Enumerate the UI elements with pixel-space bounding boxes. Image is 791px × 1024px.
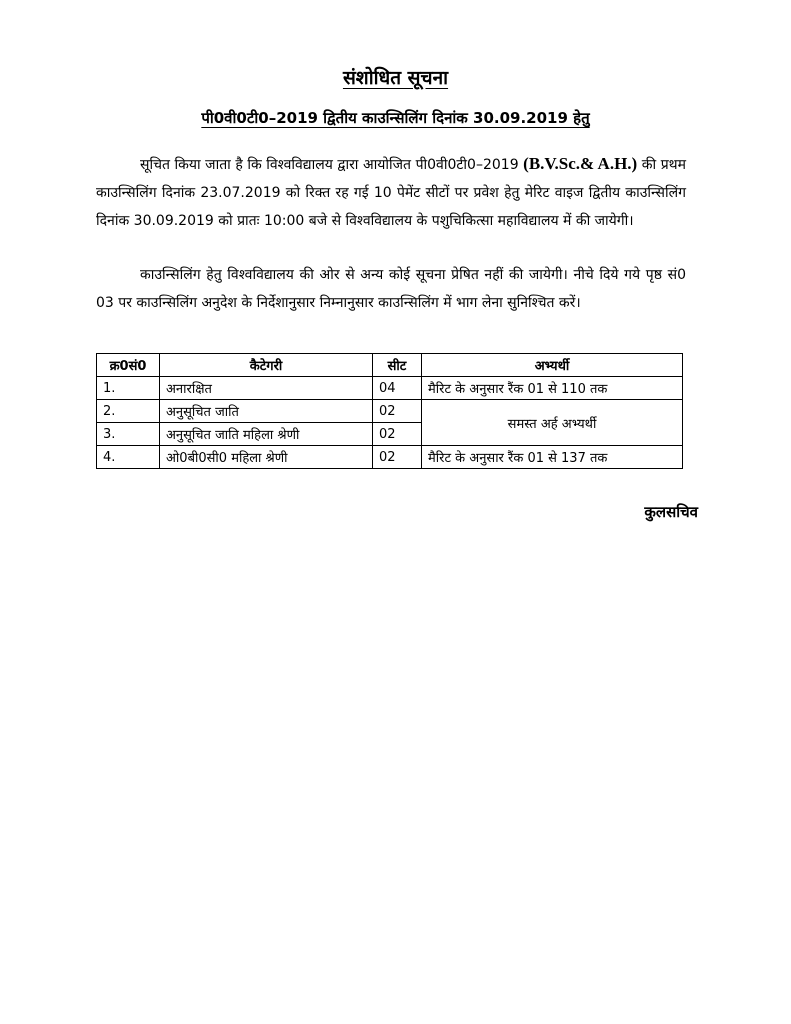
- document-subtitle: पी0वी0टी0–2019 द्वितीय काउन्सिलिंग दिनांक 30.09.2019 हेतु: [201, 109, 590, 127]
- table-row: [97, 446, 683, 469]
- document-title: संशोधित सूचना: [342, 67, 449, 89]
- cell-serial: 2.: [97, 400, 160, 423]
- paragraph-1-part-2: की प्रथम काउन्सिलिंग दिनांक 23.07.2019 को रिक्त रह गई 10 पेमेंट सीटों पर प्रवेश हेतु मेरिट वाइज द्वितीय काउन्सिलिंग दिनांक 30.09.2019 को प्रातः 10:00 बजे से विश्वविद्यालय के पशुचिकित्सा महाविद्यालय में की जायेगी।: [96, 157, 686, 229]
- cell-seats: 04: [373, 377, 422, 400]
- paragraph-1: [96, 150, 686, 235]
- header-serial: क्र0सं0: [97, 354, 160, 377]
- table-row: [97, 400, 683, 423]
- cell-candidates: मैरिट के अनुसार रैंक 01 से 110 तक: [422, 377, 683, 400]
- cell-category: अनुसूचित जाति: [160, 400, 373, 423]
- table-row: [97, 377, 683, 400]
- header-candidates: अभ्यर्थी: [422, 354, 683, 377]
- cell-category: ओ0बी0सी0 महिला श्रेणी: [160, 446, 373, 469]
- signatory-title: कुलसचिव: [644, 503, 698, 521]
- cell-candidates-merged: समस्त अर्ह अभ्यर्थी: [422, 400, 683, 446]
- paragraph-2: काउन्सिलिंग हेतु विश्वविद्यालय की ओर से अन्य कोई सूचना प्रेषित नहीं की जायेगी। नीचे दिये गये पृष्ठ सं0 03 पर काउन्सिलिंग अनुदेश के निर्देशानुसार निम्नानुसार काउन्सिलिंग में भाग लेना सुनिश्चित करें।: [96, 267, 686, 311]
- cell-candidates: मैरिट के अनुसार रैंक 01 से 137 तक: [422, 446, 683, 469]
- cell-category: अनुसूचित जाति महिला श्रेणी: [160, 423, 373, 446]
- course-name: (B.V.Sc.& A.H.): [523, 154, 638, 173]
- header-category: कैटेगरी: [160, 354, 373, 377]
- cell-serial: 1.: [97, 377, 160, 400]
- cell-seats: 02: [373, 400, 422, 423]
- table-header-row: [97, 354, 683, 377]
- cell-serial: 3.: [97, 423, 160, 446]
- cell-seats: 02: [373, 446, 422, 469]
- cell-category: अनारक्षित: [160, 377, 373, 400]
- cell-serial: 4.: [97, 446, 160, 469]
- header-seats: सीट: [373, 354, 422, 377]
- cell-seats: 02: [373, 423, 422, 446]
- counselling-table: [96, 353, 683, 469]
- paragraph-1-part-1: सूचित किया जाता है कि विश्वविद्यालय द्वारा आयोजित पी0वी0टी0–2019: [140, 157, 519, 173]
